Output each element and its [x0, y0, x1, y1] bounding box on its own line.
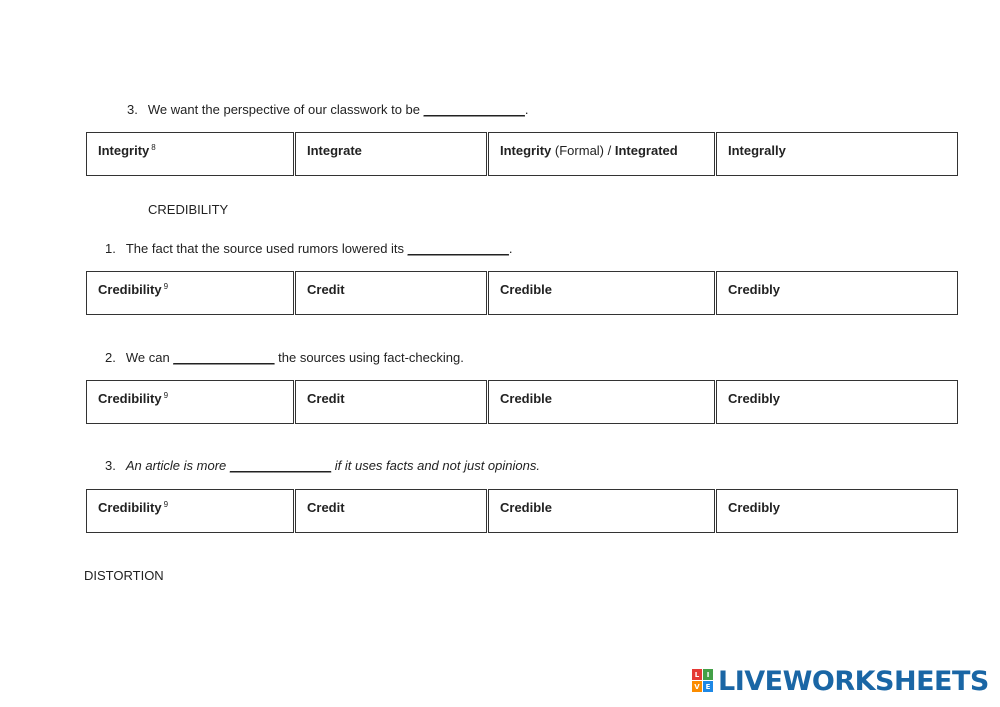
answer-blank[interactable]: ______________ — [229, 458, 332, 473]
question-number: 1. — [105, 241, 116, 256]
liveworksheets-logo — [692, 666, 989, 696]
section-heading-distortion: DISTORTION — [84, 568, 164, 583]
logo-text: LIVEWORKSHEETS — [718, 665, 989, 697]
option-credit[interactable] — [295, 271, 487, 315]
question-integrity-3 — [127, 102, 528, 117]
question-credibility-1 — [105, 241, 513, 256]
option-credibility[interactable] — [86, 271, 294, 315]
question-text: We can — [125, 350, 174, 365]
badge-letter: E — [703, 681, 713, 692]
option-note: (Formal) / — [551, 143, 615, 158]
question-text-end: the sources using fact-checking. — [274, 350, 464, 365]
option-credible[interactable] — [488, 271, 715, 315]
option-label: Credibly — [728, 391, 781, 406]
option-label: Credible — [500, 391, 553, 406]
option-integrity[interactable] — [86, 132, 294, 176]
option-label: Credibly — [728, 500, 781, 515]
badge-letter: L — [692, 669, 702, 680]
option-label: Credible — [500, 500, 553, 515]
badge-letter: V — [692, 681, 702, 692]
option-credible[interactable] — [488, 380, 715, 424]
option-label: Credit — [307, 282, 345, 297]
footnote-marker: 8 — [151, 143, 156, 152]
option-label: Credibility — [98, 500, 162, 515]
option-label: Credit — [307, 391, 345, 406]
answer-blank[interactable]: ______________ — [423, 102, 525, 117]
option-label: Integrate — [307, 143, 362, 158]
footnote-marker: 9 — [163, 500, 169, 509]
answer-blank[interactable]: ______________ — [173, 350, 275, 365]
option-label: Credible — [500, 282, 553, 297]
option-credibly[interactable] — [716, 380, 958, 424]
question-text-end: . — [524, 102, 529, 117]
option-integrally[interactable] — [716, 132, 958, 176]
option-label-alt: Integrated — [614, 143, 678, 158]
option-credit[interactable] — [295, 380, 487, 424]
footnote-marker: 9 — [163, 391, 169, 400]
question-text-end: if it uses facts and not just opinions. — [331, 458, 540, 473]
question-text: We want the perspective of our classwork to be — [147, 102, 424, 117]
option-integrate[interactable] — [295, 132, 487, 176]
question-text: An article is more — [125, 458, 230, 473]
section-heading-credibility: CREDIBILITY — [148, 202, 229, 217]
question-number: 3. — [105, 458, 116, 473]
question-number: 3. — [127, 102, 138, 117]
question-text: The fact that the source used rumors lowered its — [125, 241, 408, 256]
question-number: 2. — [105, 350, 116, 365]
option-integrity-formal-integrated[interactable] — [488, 132, 715, 176]
badge-letter: I — [703, 669, 713, 680]
logo-badge-icon — [692, 669, 714, 693]
question-credibility-2 — [105, 350, 464, 365]
option-label: Credibility — [98, 282, 162, 297]
option-label: Integrity — [98, 143, 150, 158]
option-credibly[interactable] — [716, 489, 958, 533]
option-credibly[interactable] — [716, 271, 958, 315]
option-label: Integrity — [500, 143, 552, 158]
option-credibility[interactable] — [86, 380, 294, 424]
question-credibility-3 — [105, 458, 540, 473]
option-label: Credibility — [98, 391, 162, 406]
option-credit[interactable] — [295, 489, 487, 533]
option-label: Integrally — [728, 143, 786, 158]
option-label: Credit — [307, 500, 345, 515]
option-credible[interactable] — [488, 489, 715, 533]
footnote-marker: 9 — [163, 282, 169, 291]
option-label: Credibly — [728, 282, 781, 297]
option-credibility[interactable] — [86, 489, 294, 533]
question-text-end: . — [508, 241, 513, 256]
answer-blank[interactable]: ______________ — [407, 241, 509, 256]
